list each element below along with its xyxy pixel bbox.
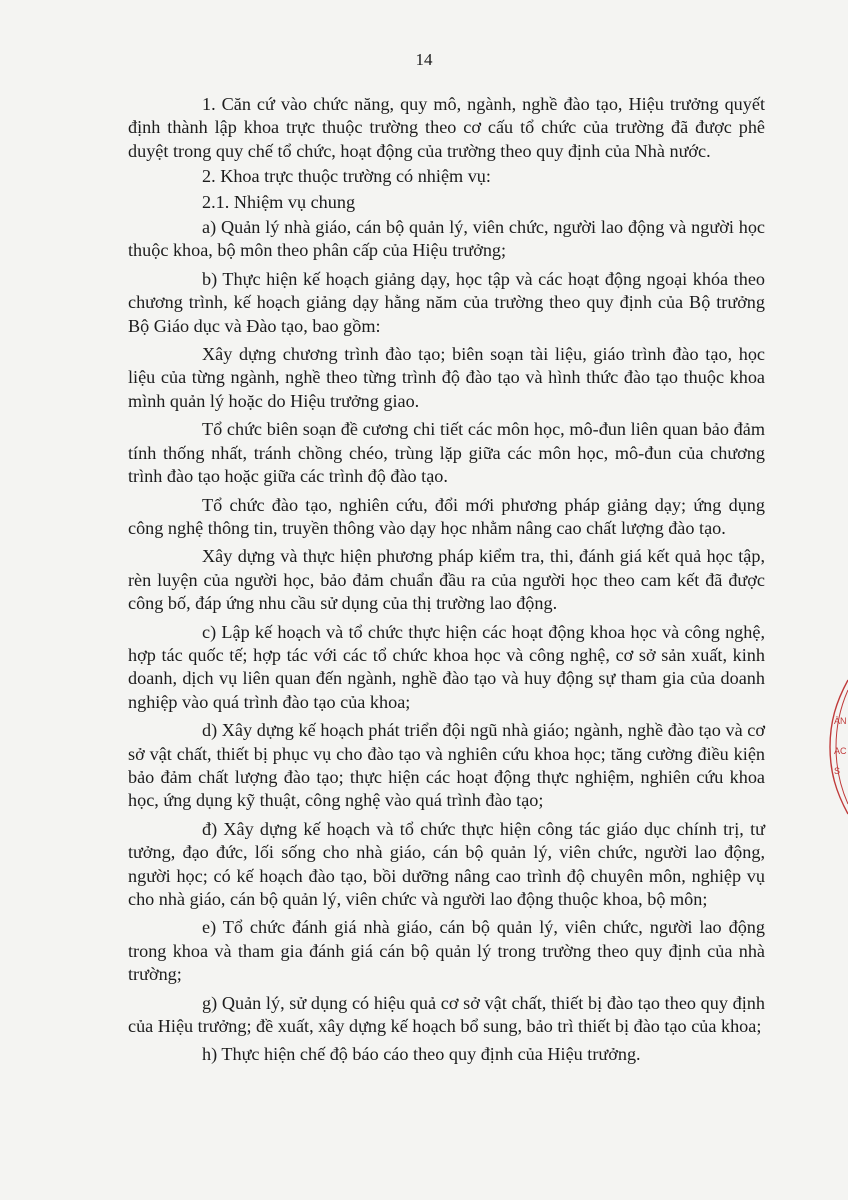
svg-text:ÀN: ÀN [834,716,847,726]
paragraph-6: Xây dựng chương trình đào tạo; biên soạn tài liệu, giáo trình đào tạo, học liệu của từng ngành, nghề theo từng trình độ đào tạo và hình thức đào tạo thuộc khoa mình quản lý hoặc do Hiệu trưởng giao. [128,344,765,411]
svg-text:S: S [834,766,841,776]
paragraph-3: 2.1. Nhiệm vụ chung [202,191,356,212]
paragraph-7: Tổ chức biên soạn đề cương chi tiết các môn học, mô-đun liên quan bảo đảm tính thống nhất, tránh chồng chéo, trùng lặp giữa các môn học, mô-đun của chương trình đào tạo hoặc giữa các trình độ đào tạo. [128,419,765,487]
paragraph-14: g) Quản lý, sử dụng có hiệu quả cơ sở vật chất, thiết bị đào tạo theo quy định của Hiệu trưởng; đề xuất, xây dựng kế hoạch bổ sung, bảo trì thiết bị đào tạo của khoa; [128,992,765,1037]
paragraph-1: 1. Căn cứ vào chức năng, quy mô, ngành, nghề đào tạo, Hiệu trưởng quyết định thành lập khoa trực thuộc trường theo cơ cấu tổ chức của trường đã được phê duyệt trong quy chế tổ chức, hoạt động của trường theo quy định của Nhà nước. [128,94,765,161]
paragraph-4: a) Quản lý nhà giáo, cán bộ quản lý, viên chức, người lao động và người học thuộc khoa, bộ môn theo phân cấp của Hiệu trưởng; [128,217,765,261]
paragraph-11: d) Xây dựng kế hoạch phát triển đội ngũ nhà giáo; ngành, nghề đào tạo và cơ sở vật chất, thiết bị phục vụ cho đào tạo và nghiên cứu khoa học; tăng cường điều kiện bảo đảm chất lượng đào tạo; thực hiện các hoạt động thực nghiệm, nghiên cứu khoa học, ứng dụng kỹ thuật, công nghệ vào quá trình đào tạo; [128,720,765,811]
paragraph-8: Tổ chức đào tạo, nghiên cứu, đổi mới phương pháp giảng dạy; ứng dụng công nghệ thông tin, truyền thông vào dạy học nhằm nâng cao chất lượng đào tạo. [128,494,765,538]
paragraph-2: 2. Khoa trực thuộc trường có nhiệm vụ: [202,166,491,187]
svg-text:AC: AC [834,746,847,756]
paragraph-9: Xây dựng và thực hiện phương pháp kiểm tra, thi, đánh giá kết quả học tập, rèn luyện của người học, bảo đảm chuẩn đầu ra của người học theo cam kết đã được công bố, đáp ứng nhu cầu sử dụng của thị trường lao động. [128,546,765,614]
seal-stamp-edge [822,672,848,822]
paragraph-13: e) Tổ chức đánh giá nhà giáo, cán bộ quản lý, viên chức, người lao động trong khoa và tham gia đánh giá cán bộ quản lý trong trường theo quy định của nhà trường; [128,917,765,985]
page-number: 14 [415,50,433,69]
paragraph-10: c) Lập kế hoạch và tổ chức thực hiện các hoạt động khoa học và công nghệ, hợp tác quốc tế; hợp tác với các tổ chức khoa học và công nghệ, cơ sở sản xuất, kinh doanh, dịch vụ liên quan đến ngành, nghề đào tạo và huy động sự tham gia của doanh nghiệp vào quá trình đào tạo của khoa; [128,621,765,712]
paragraph-12: đ) Xây dựng kế hoạch và tổ chức thực hiện công tác giáo dục chính trị, tư tưởng, đạo đức, lối sống cho nhà giáo, cán bộ quản lý, viên chức, người lao động, người học; có kế hoạch đào tạo, bồi dưỡng nâng cao trình độ chuyên môn, nghiệp vụ cho nhà giáo, cán bộ quản lý, viên chức và người lao động thuộc khoa, bộ môn; [128,818,765,909]
seal-stamp-icon [822,672,848,822]
document-body [128,88,765,1067]
paragraph-15: h) Thực hiện chế độ báo cáo theo quy định của Hiệu trưởng. [202,1044,641,1065]
paragraph-5: b) Thực hiện kế hoạch giảng dạy, học tập và các hoạt động ngoại khóa theo chương trình, kế hoạch giảng dạy hằng năm của trường theo quy định của Bộ trưởng Bộ Giáo dục và Đào tạo, bao gồm: [128,268,765,336]
